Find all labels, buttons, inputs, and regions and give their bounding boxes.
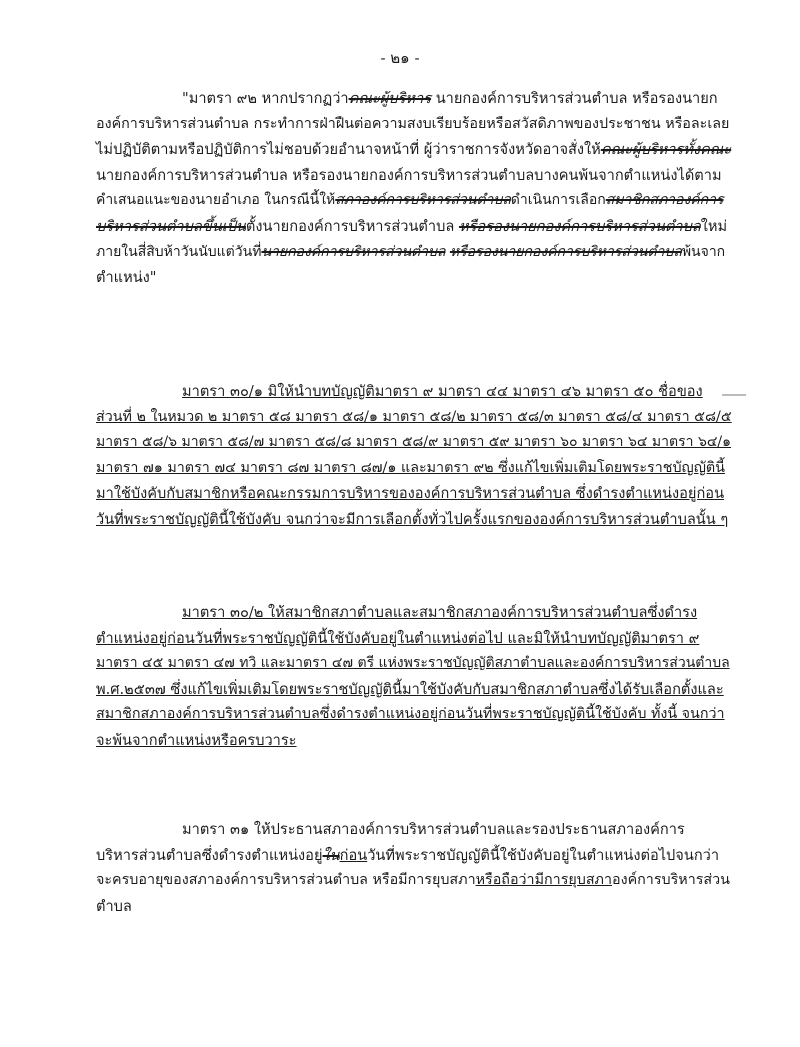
text-line: ภายในสี่สิบห้าวันนับแต่วันที่นายกองค์การบริหารส่วนตำบล หรือรองนายกองค์การบริหารส่วนตำบลพ้นจาก	[96, 243, 726, 260]
inserted-text: ก่อน	[339, 846, 368, 864]
struck-text: คณะผู้บริหาร	[348, 90, 432, 107]
text-line: วันที่พระราชบัญญัตินี้ใช้บังคับ จนกว่าจะมีการเลือกตั้งทั่วไปครั้งแรกขององค์การบริหารส่วนตำบลนั้น ๆ	[96, 510, 729, 528]
text-line: ตำแหน่งอยู่ก่อนวันที่พระราชบัญญัตินี้ใช้บังคับอยู่ในตำแหน่งต่อไป และมิให้นำบทบัญญัติมาตรา ๙	[96, 629, 700, 647]
text-line: จะครบอายุของสภาองค์การบริหารส่วนตำบล หรือมีการยุบสภาหรือถือว่ามีการยุบสภาองค์การบริหารส่วน	[96, 872, 730, 889]
struck-text: นายกองค์การบริหารส่วนตำบล	[261, 243, 446, 260]
text-line: ส่วนที่ ๒ ในหมวด ๒ มาตรา ๕๘ มาตรา ๕๘/๑ มาตรา ๕๘/๒ มาตรา ๕๘/๓ มาตรา ๕๘/๔ มาตรา ๕๘/๕	[96, 408, 732, 425]
section-30-1-paragraph	[96, 379, 736, 533]
text-line: ตำบล	[96, 897, 132, 915]
text-line: บริหารส่วนตำบลขึ้นเป็นตั้งนายกองค์การบริหารส่วนตำบล หรือรองนายกองค์การบริหารส่วนตำบลใหม่	[96, 217, 728, 235]
struck-text: หรือรองนายกองค์การบริหารส่วนตำบล	[458, 217, 701, 235]
text-line: จะพ้นจากตำแหน่งหรือครบวาระ	[96, 731, 297, 749]
text-line: บริหารส่วนตำบลซึ่งดำรงตำแหน่งอยู่ในก่อนวันที่พระราชบัญญัตินี้ใช้บังคับอยู่ในตำแหน่งต่อไปจนกว่า	[96, 846, 720, 864]
text-line: มาตรา ๓๑ ให้ประธานสภาองค์การบริหารส่วนตำบลและรองประธานสภาองค์การ	[182, 821, 685, 838]
text-line: สมาชิกสภาองค์การบริหารส่วนตำบลซึ่งดำรงตำแหน่งอยู่ก่อนวันที่พระราชบัญญัตินี้ใช้บังคับ ทั้งนี้ จนกว่า	[96, 706, 725, 723]
text-line: นายกองค์การบริหารส่วนตำบล หรือรองนายกองค์การบริหารส่วนตำบลบางคนพ้นจากตำแหน่งได้ตาม	[96, 166, 722, 184]
section-92-paragraph	[96, 86, 736, 291]
text-line: มาใช้บังคับกับสมาชิกหรือคณะกรรมการบริหารขององค์การบริหารส่วนตำบล ซึ่งดำรงตำแหน่งอยู่ก่อน	[96, 485, 725, 503]
struck-text: หรือรองนายกองค์การบริหารส่วนตำบล	[449, 243, 682, 260]
section-31-paragraph	[96, 817, 736, 919]
inserted-text: หรือถือว่ามีการยุบสภา	[475, 872, 613, 889]
text-line: คำเสนอแนะของนายอำเภอ ในกรณีนี้ให้สภาองค์การบริหารส่วนตำบลดำเนินการเลือกสมาชิกสภาองค์การ	[96, 192, 724, 209]
struck-text: บริหารส่วนตำบลขึ้นเป็น	[96, 217, 246, 235]
text-line: พ.ศ.๒๕๓๗ ซึ่งแก้ไขเพิ่มเติมโดยพระราชบัญญัตินี้มาใช้บังคับกับสมาชิกสภาตำบลซึ่งได้รับเลือกตั้งและ	[96, 680, 724, 698]
text-line: มาตรา ๗๑ มาตรา ๗๔ มาตรา ๘๗ มาตรา ๘๗/๑ และมาตรา ๙๒ ซึ่งแก้ไขเพิ่มเติมโดยพระราชบัญญัตินี้	[96, 459, 725, 476]
text-line: ตำแหน่ง"	[96, 269, 157, 287]
text-line: มาตรา ๓๐/๑ มิให้นำบทบัญญัติมาตรา ๙ มาตรา ๔๔ มาตรา ๔๖ มาตรา ๕๐ ชื่อของ	[182, 383, 703, 400]
text-line: มาตรา ๕๘/๖ มาตรา ๕๘/๗ มาตรา ๕๘/๘ มาตรา ๕๘/๙ มาตรา ๕๙ มาตรา ๖๐ มาตรา ๖๔ มาตรา ๖๔/๑	[96, 434, 732, 451]
text-line: มาตรา ๔๕ มาตรา ๔๗ ทวิ และมาตรา ๔๗ ตรี แห่งพระราชบัญญัติสภาตำบลและองค์การบริหารส่วนตำบล	[96, 655, 730, 672]
text-line: มาตรา ๓๐/๒ ให้สมาชิกสภาตำบลและสมาชิกสภาองค์การบริหารส่วนตำบลซึ่งดำรง	[182, 604, 698, 621]
page-number: - ๒๑ -	[380, 49, 420, 67]
text-line: องค์การบริหารส่วนตำบล กระทำการฝ่าฝืนต่อความสงบเรียบร้อยหรือสวัสดิภาพของประชาชน หรือละเลย	[96, 115, 730, 132]
text-line: ไม่ปฏิบัติตามหรือปฏิบัติการไม่ชอบด้วยอำนาจหน้าที่ ผู้ว่าราชการจังหวัดอาจสั่งให้คณะผู้บริหารทั้งคณะ	[96, 141, 732, 159]
struck-text: สภาองค์การบริหารส่วนตำบล	[335, 192, 511, 209]
text-line: "มาตรา ๙๒ หากปรากฏว่าคณะผู้บริหาร นายกองค์การบริหารส่วนตำบล หรือรองนายก	[182, 90, 718, 107]
struck-text: ใน	[322, 846, 340, 864]
struck-text: คณะผู้บริหารทั้งคณะ	[600, 141, 732, 159]
struck-text: สมาชิกสภาองค์การ	[605, 192, 724, 209]
section-30-2-paragraph	[96, 600, 736, 754]
